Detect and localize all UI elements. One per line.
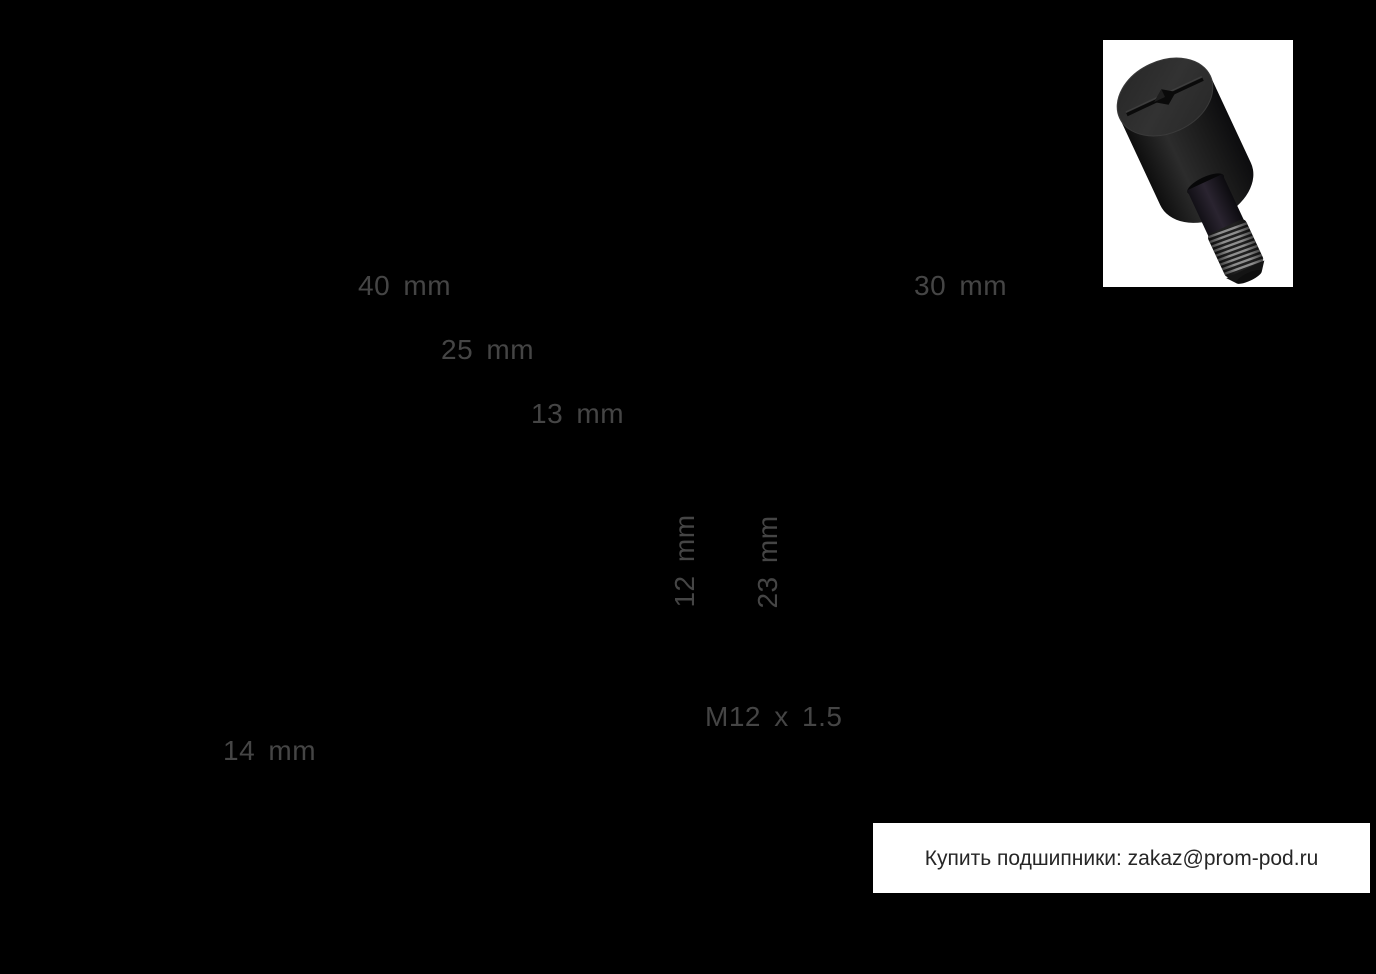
dim-label-12mm: 12 mm (669, 514, 700, 608)
product-photo (1103, 40, 1293, 287)
cam-follower-bearing-image (1103, 40, 1293, 287)
dim-label-23mm: 23 mm (752, 515, 783, 609)
contact-bar (873, 823, 1370, 893)
dim-label-25mm: 25 mm (441, 334, 535, 365)
dim-label-14mm: 14 mm (223, 735, 317, 766)
dim-label-thread-spec: M12 x 1.5 (705, 701, 843, 732)
contact-text: Купить подшипники: zakaz@prom-pod.ru (924, 846, 1319, 870)
dim-label-13mm: 13 mm (531, 398, 625, 429)
dim-label-30mm: 30 mm (914, 270, 1008, 301)
dim-label-40mm: 40 mm (358, 270, 452, 301)
